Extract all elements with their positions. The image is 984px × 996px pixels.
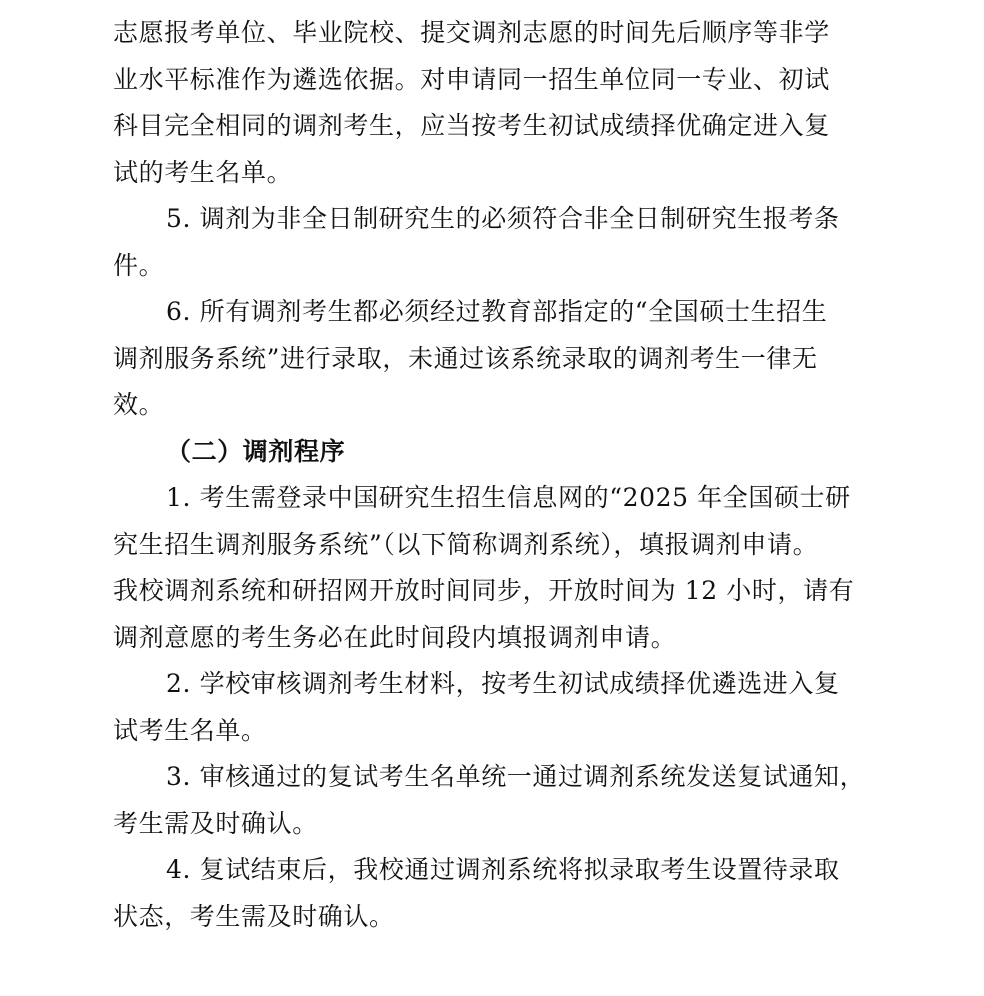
text-line: 调剂服务系统”进行录取，未通过该系统录取的调剂考生一律无 bbox=[113, 343, 818, 373]
text-line: 试考生名单。 bbox=[113, 715, 267, 745]
text-line: 志愿报考单位、毕业院校、提交调剂志愿的时间先后顺序等非学 bbox=[113, 18, 830, 47]
text-line: 业水平标准作为遴选依据。对申请同一招生单位同一专业、初试 bbox=[113, 64, 830, 94]
text-line: 效。 bbox=[113, 390, 165, 419]
text-line: 状态，考生需及时确认。 bbox=[113, 901, 395, 931]
text-line: 究生招生调剂服务系统”（以下简称调剂系统），填报调剂申请。 bbox=[113, 529, 819, 559]
text-line: 考生需及时确认。 bbox=[113, 808, 318, 838]
text-line: 3. 审核通过的复试考生名单统一通过调剂系统发送复试通知， bbox=[166, 762, 866, 791]
text-line: 科目完全相同的调剂考生，应当按考生初试成绩择优确定进入复 bbox=[113, 111, 830, 140]
section-heading: （二）调剂程序 bbox=[166, 436, 346, 466]
text-line: 我校调剂系统和研招网开放时间同步，开放时间为 12 小时，请有 bbox=[113, 576, 855, 605]
text-line: 5. 调剂为非全日制研究生的必须符合非全日制研究生报考条 bbox=[166, 204, 840, 233]
text-line: 1. 考生需登录中国研究生招生信息网的“2025 年全国硕士研 bbox=[166, 483, 851, 512]
text-line: 件。 bbox=[113, 250, 165, 280]
text-line: 试的考生名单。 bbox=[113, 157, 293, 187]
document-page bbox=[113, 10, 865, 940]
text-line: 调剂意愿的考生务必在此时间段内填报调剂申请。 bbox=[113, 622, 677, 652]
text-line: 4. 复试结束后，我校通过调剂系统将拟录取考生设置待录取 bbox=[166, 855, 840, 884]
text-line: 6. 所有调剂考生都必须经过教育部指定的“全国硕士生招生 bbox=[166, 297, 828, 326]
text-line: 2. 学校审核调剂考生材料，按考生初试成绩择优遴选进入复 bbox=[166, 669, 840, 698]
